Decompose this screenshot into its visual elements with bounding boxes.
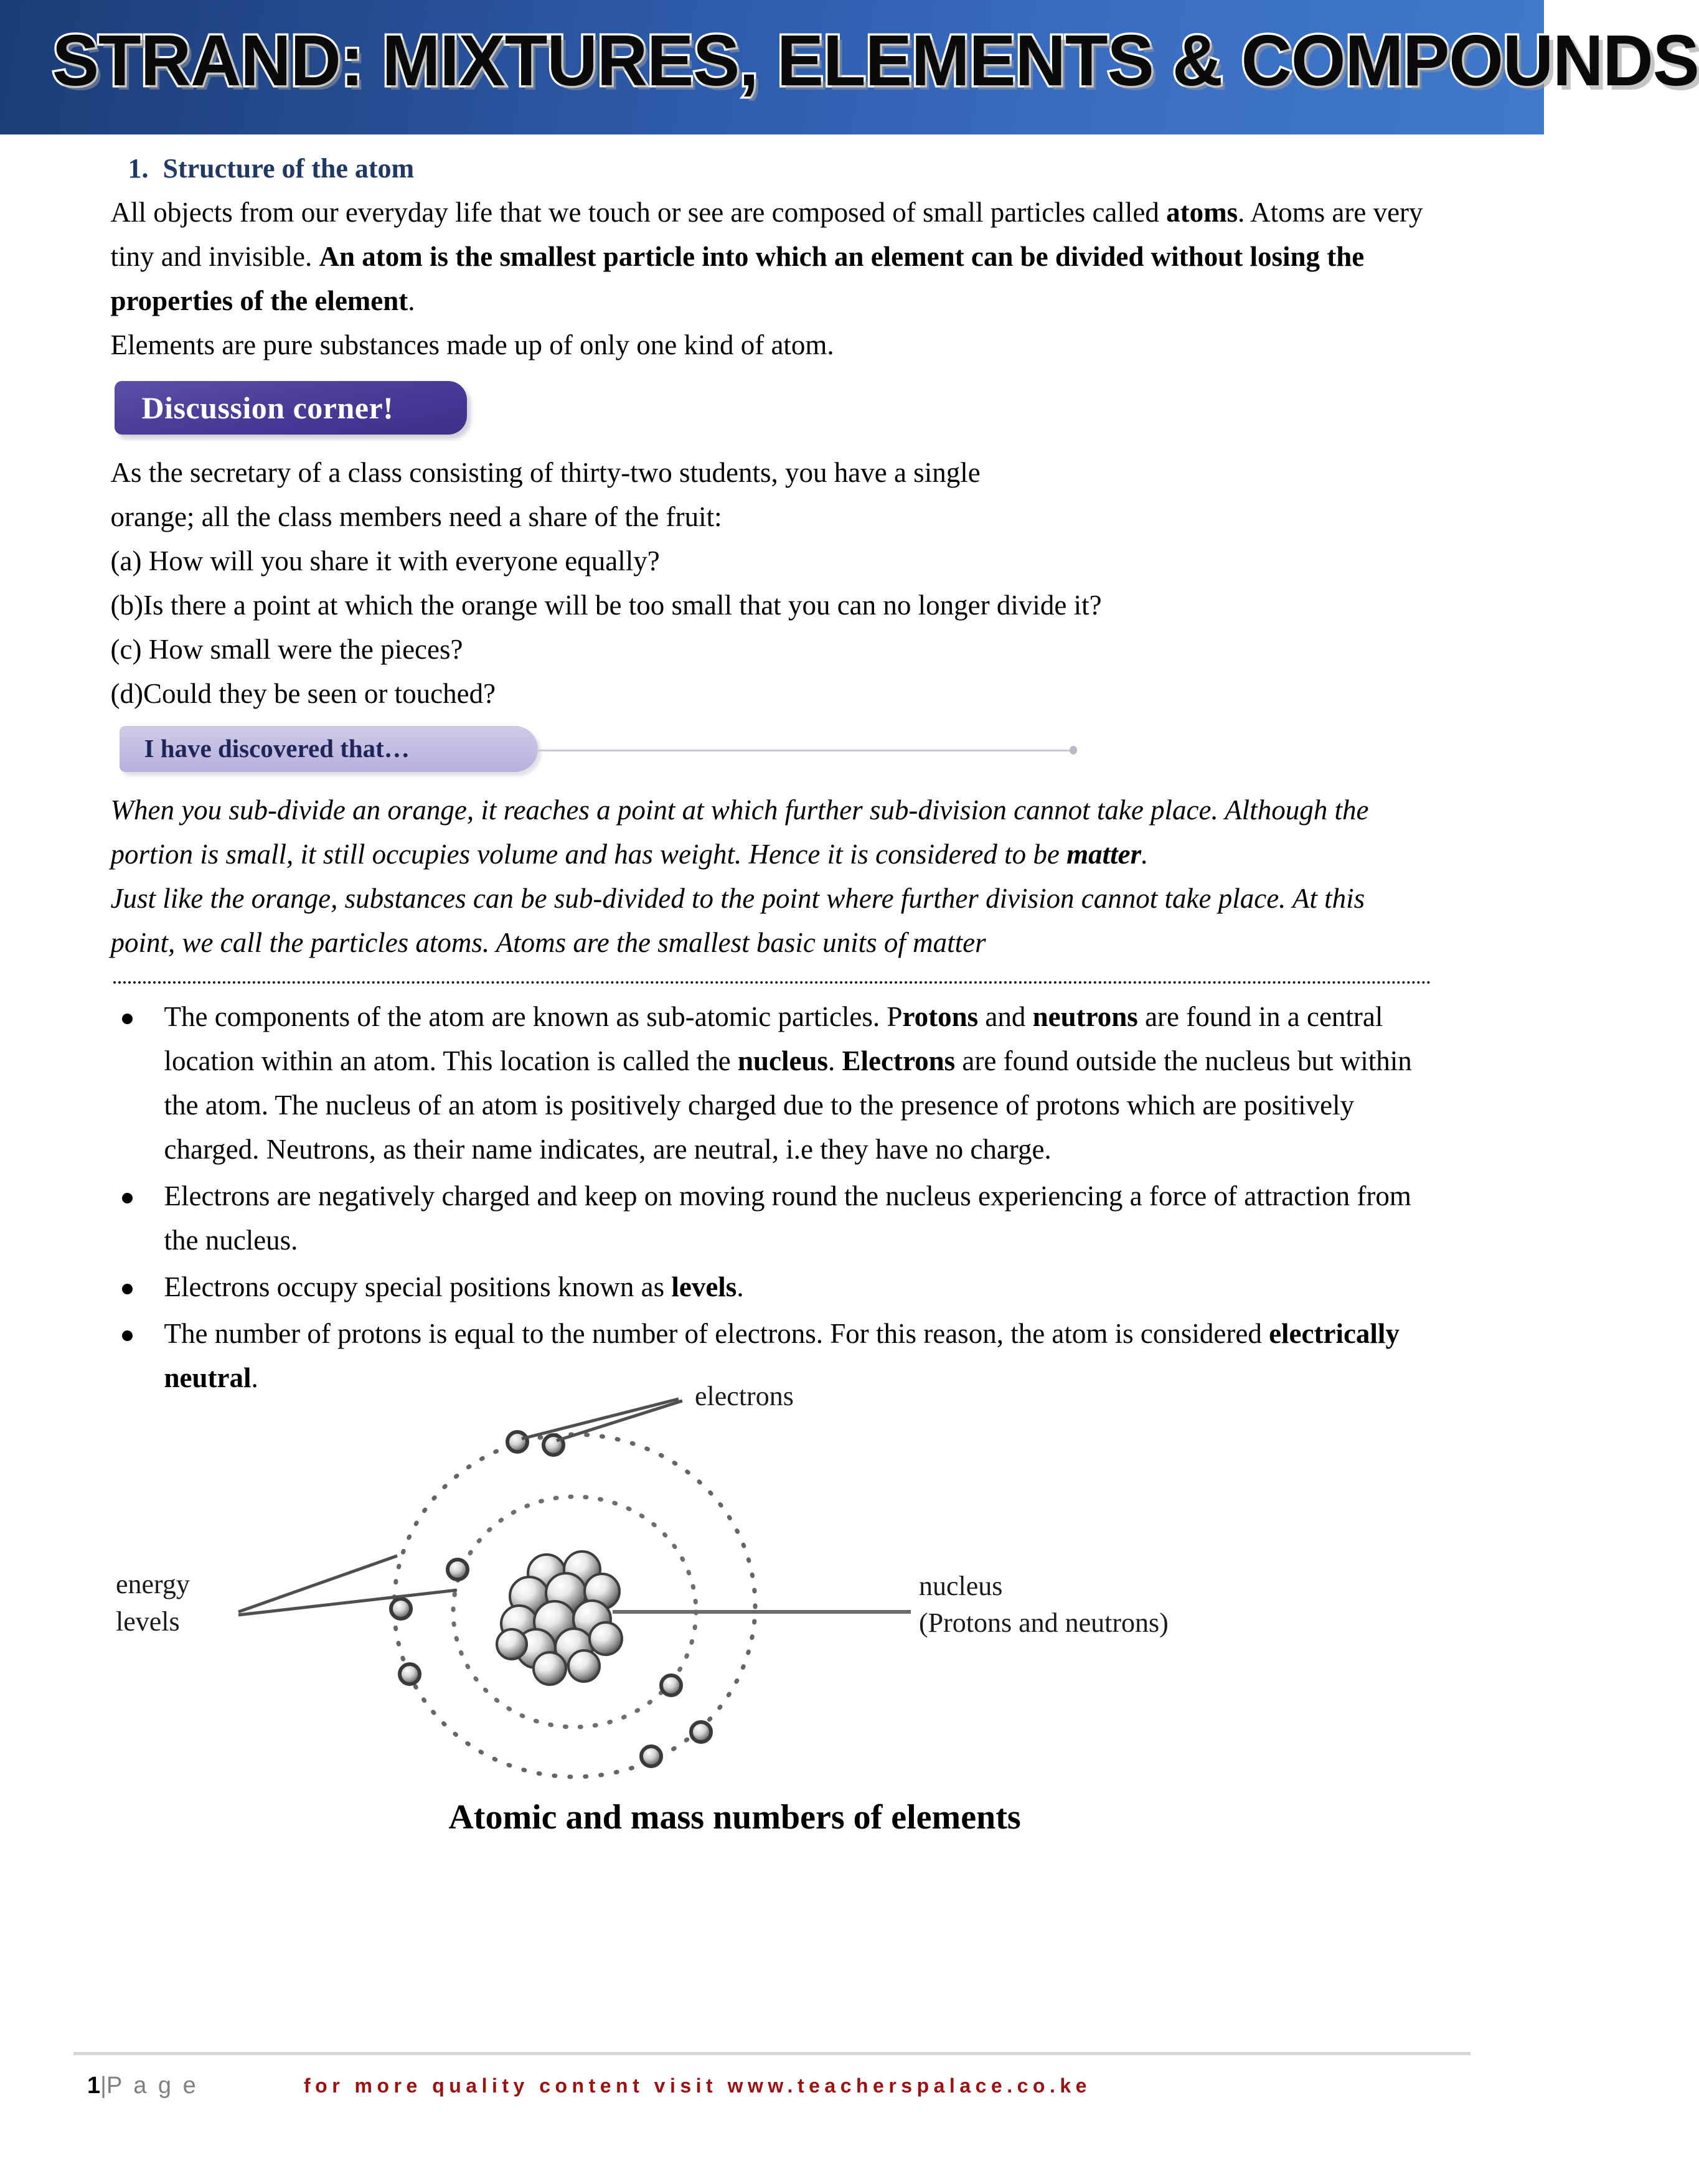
- page-banner: [0, 0, 1699, 134]
- intro-text-1: All objects from our everyday life that we touch or see are composed of small particles called: [110, 197, 1167, 228]
- discovered-text-2: .: [1141, 839, 1149, 870]
- list-item: [111, 995, 1434, 1172]
- levels-label: levels: [115, 1606, 180, 1637]
- page-content: [0, 134, 1544, 1841]
- discussion-question-b: (b)Is there a point at which the orange will be too small that you can no longer divide it?: [110, 590, 1102, 621]
- electron-icon: [391, 1599, 411, 1619]
- figure-caption: Atomic and mass numbers of elements: [448, 1798, 1021, 1837]
- page-separator: |: [100, 2073, 107, 2099]
- discussion-question-a: (a) How will you share it with everyone equally?: [110, 545, 660, 577]
- page-word: P a g e: [106, 2073, 199, 2099]
- discovered-badge-wrap: [111, 722, 1434, 784]
- intro-paragraph-2: Elements are pure substances made up of only one kind of atom.: [110, 329, 834, 360]
- discussion-question-c: (c) How small were the pieces?: [110, 634, 463, 665]
- section-number: 1.: [128, 153, 149, 184]
- intro-bold-atoms: atoms: [1166, 197, 1238, 228]
- page-indicator: [87, 2069, 199, 2102]
- bullet-dot-icon: [122, 1193, 133, 1203]
- page-number: 1: [87, 2073, 101, 2099]
- atom-structure-figure: [111, 1381, 1434, 1792]
- discovered-badge: [120, 726, 538, 772]
- subatomic-bullet-list: [111, 995, 1434, 1400]
- bullet-dot-icon: [122, 1284, 133, 1294]
- bullet-dot-icon: [122, 1330, 133, 1341]
- discovered-paragraph-1: [111, 788, 1434, 877]
- discussion-question-d: (d)Could they be seen or touched?: [110, 678, 496, 709]
- discovered-paragraph-2: Just like the orange, substances can be sub-divided to the point where further division cannot take place. At this point, we call the particles atoms. Atoms are the smallest basic units of matter: [110, 883, 1365, 958]
- bullet-text: Electrons are negatively charged and keep on moving round the nucleus experiencing a force of attraction from the nucleus.: [164, 1180, 1411, 1256]
- atom-diagram-svg: [111, 1381, 1434, 1792]
- electron-icon: [507, 1432, 527, 1452]
- discussion-prompt-line-1: As the secretary of a class consisting of thirty-two students, you have a single: [110, 457, 981, 488]
- nucleus-label: nucleus: [918, 1571, 1002, 1601]
- electrons-label: electrons: [694, 1381, 794, 1411]
- section-title: Structure of the atom: [162, 153, 415, 184]
- nucleus-sublabel: (Protons and neutrons): [918, 1607, 1169, 1638]
- electron-icon: [691, 1722, 711, 1742]
- electron-icon: [661, 1675, 681, 1695]
- energy-levels-leader-lines: [238, 1556, 457, 1615]
- energy-label: energy: [115, 1569, 190, 1599]
- discussion-prompt-line-2: orange; all the class members need a share of the fruit:: [110, 501, 722, 532]
- footer-divider: [73, 2052, 1471, 2055]
- intro-text-3: .: [408, 285, 415, 316]
- bullet-text: The components of the atom are known as sub-atomic particles. Protons and neutrons are found in a central location within an atom. This location is called the nucleus. Electrons are found outside the nucleus but within the atom. The nucleus of an atom is positively charged due to the presence of protons which are positively charged. Neutrons, as their name indicates, are neutral, i.e they have no charge.: [164, 1001, 1412, 1165]
- discovered-rule-end-dot: [1070, 746, 1077, 755]
- dotted-divider: [113, 981, 1431, 984]
- nucleus-cluster: [497, 1551, 622, 1685]
- discovered-badge-label: I have discovered that…: [144, 734, 410, 763]
- electron-icon: [448, 1560, 468, 1579]
- page-footer: [73, 2067, 1471, 2111]
- bullet-text: Electrons occupy special positions known as levels.: [164, 1271, 744, 1302]
- electron-icon: [641, 1746, 661, 1766]
- list-item: [111, 1174, 1434, 1263]
- intro-bold-definition: An atom is the smallest particle into which an element can be divided without losing the properties of the element: [110, 241, 1365, 316]
- intro-text-2: . Atoms are very tiny and invisible.: [110, 197, 1423, 272]
- discussion-corner-badge: [115, 381, 467, 435]
- discovered-bold-matter: matter: [1066, 839, 1142, 870]
- intro-paragraph: [111, 191, 1434, 323]
- list-item: [111, 1265, 1434, 1309]
- bullet-dot-icon: [122, 1014, 133, 1024]
- discovered-rule: [538, 750, 1073, 751]
- electron-icon: [400, 1664, 420, 1684]
- section-heading: [111, 151, 1434, 187]
- footer-promo-text: for more quality content visit www.teacherspalace.co.ke: [304, 2074, 1091, 2097]
- discussion-corner-label: Discussion corner!: [141, 390, 394, 425]
- discovered-text-1: When you sub-divide an orange, it reaches a point at which further sub-division cannot take place. Although the portion is small, it still occupies volume and has weight. Hence it is considered to be: [110, 794, 1369, 870]
- banner-title: STRAND: MIXTURES, ELEMENTS & COMPOUNDS: [52, 20, 1699, 101]
- discussion-corner-badge-wrap: [111, 376, 1434, 446]
- bullet-text: The number of protons is equal to the number of electrons. For this reason, the atom is considered electrically neutral.: [164, 1318, 1400, 1393]
